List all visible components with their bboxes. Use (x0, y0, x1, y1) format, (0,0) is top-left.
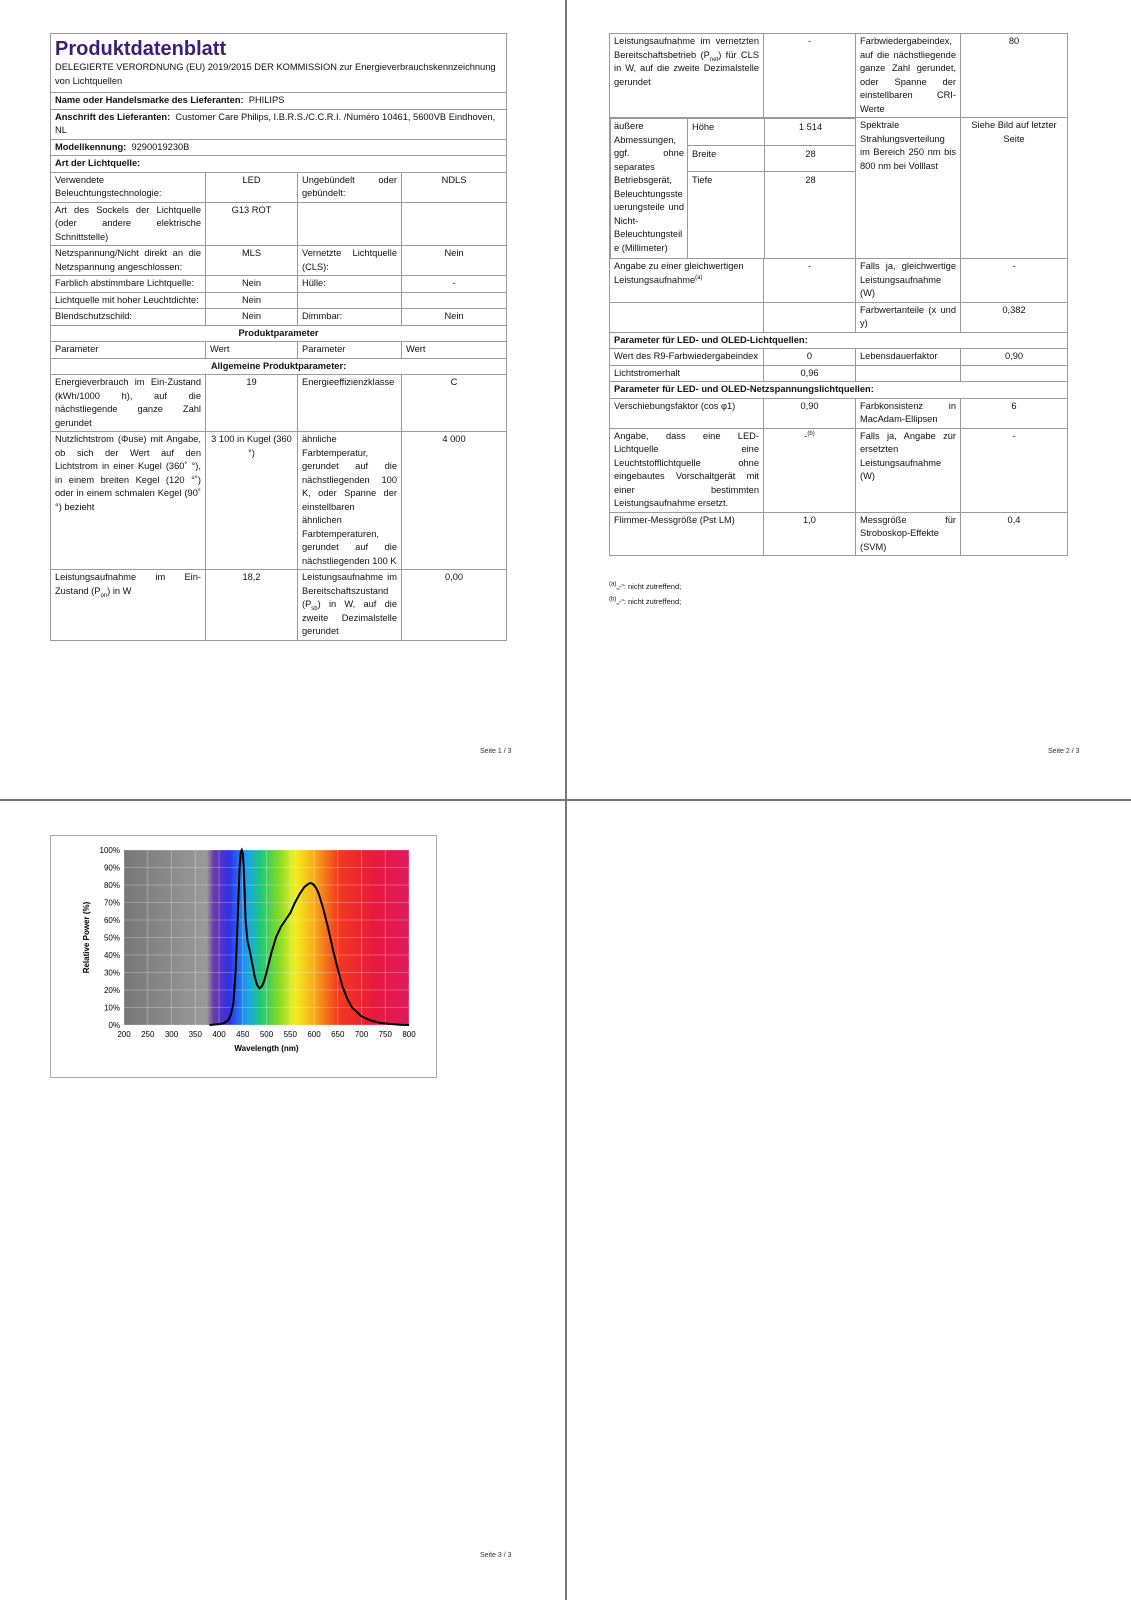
standby-power-label-text: Leistungsaufnahme im Bereitschaftszustand (P (302, 572, 397, 609)
footnote-marker: (b) (609, 596, 617, 603)
product-datasheet-table (50, 33, 507, 641)
power-factor-label: Verschiebungsfaktor (cos φ1) (610, 398, 764, 428)
y-tick-label: 60% (103, 916, 120, 925)
y-tick-label: 30% (103, 968, 120, 978)
survival-factor-value: 0,90 (961, 349, 1068, 366)
dimension-value: 28 (765, 145, 856, 172)
equivalent-power-yes-label: Falls ja, gleichwertige Leistungsaufnahme (W) (856, 259, 961, 303)
model-id: 9290019230B (131, 141, 190, 152)
stroboscopic-label: Messgröße für Stroboskop-Effekte (SVM) (856, 512, 961, 556)
column-header: Wert (206, 342, 298, 359)
flicker-value: 1,0 (764, 512, 856, 556)
type-value: MLS (206, 246, 298, 276)
x-tick-label: 400 (212, 1030, 226, 1039)
y-tick-label: 100% (99, 846, 120, 855)
dimensions-cell (610, 118, 856, 259)
param-row (610, 398, 1068, 428)
param-row (610, 365, 1068, 382)
type-label: Vernetzte Lichtquelle (CLS): (298, 246, 402, 276)
color-consistency-label: Farbkonsistenz in MacAdam-Ellipsen (856, 398, 961, 428)
dimension-label: Tiefe (688, 172, 765, 259)
y-tick-label: 90% (103, 863, 120, 873)
energy-consumption-label: Energieverbrauch im Ein-Zustand (kWh/1000 h), auf die nächstliegende ganze Zahl gerundet (51, 375, 206, 432)
type-label: Ungebündelt oder gebündelt: (298, 172, 402, 202)
type-value: Nein (206, 292, 298, 309)
type-row (51, 292, 507, 309)
dimension-label: Breite (688, 145, 765, 172)
model-label: Modellkennung: (55, 141, 127, 152)
dimension-value: 28 (765, 172, 856, 259)
page-2 (566, 0, 1131, 800)
y-tick-label: 80% (103, 881, 120, 890)
equivalent-power-yes-value: - (961, 259, 1068, 303)
x-tick-label: 350 (188, 1030, 202, 1039)
standby-power-value: 0,00 (402, 570, 507, 641)
power-factor-value: 0,90 (764, 398, 856, 428)
column-header: Parameter (298, 342, 402, 359)
type-row (51, 246, 507, 276)
y-tick-label: 40% (103, 951, 120, 960)
replaced-power-label: Falls ja, Angabe zur ersetzten Leistungsaufnahme (W) (856, 428, 961, 512)
x-tick-label: 250 (141, 1030, 155, 1039)
spectral-chart (50, 835, 437, 1078)
fluorescent-replacement-value-text: - (804, 430, 808, 441)
type-value: Nein (402, 309, 507, 326)
networked-standby-label-text: Leistungsaufnahme im vernetzten Bereitschaftsbetrieb (P (614, 36, 759, 60)
y-tick-label: 70% (103, 898, 120, 908)
y-tick-label: 50% (103, 933, 120, 943)
footnote-a (609, 582, 681, 592)
empty-cell (856, 365, 961, 382)
param-row (610, 349, 1068, 366)
mains-led-params-heading: Parameter für LED- und OLED-Netzspannungslichtquellen: (610, 382, 1068, 399)
x-tick-labels (117, 1030, 416, 1039)
standby-power-label (298, 570, 402, 641)
x-tick-label: 700 (354, 1030, 369, 1039)
chromaticity-value: 0,382 (961, 302, 1068, 332)
cri-value: 80 (961, 34, 1068, 118)
type-row (51, 276, 507, 293)
type-row (51, 309, 507, 326)
type-label: Lichtquelle mit hoher Leuchtdichte: (51, 292, 206, 309)
page-3 (0, 800, 566, 1600)
color-consistency-value: 6 (961, 398, 1068, 428)
supplier-address: Customer Care Philips, I.B.R.S./C.C.R.I. /Numéro 10461, 5600VB Eindhoven, NL (55, 111, 496, 135)
x-tick-label: 300 (164, 1030, 179, 1039)
param-row (51, 375, 507, 432)
footnote-marker: (a) (695, 274, 703, 281)
type-label: Farblich abstimmbare Lichtquelle: (51, 276, 206, 293)
on-mode-power-label-text: Leistungsaufnahme im Ein-Zustand (P (55, 572, 201, 596)
networked-standby-label (610, 34, 764, 118)
dimensions-table (610, 118, 856, 258)
type-value: G13 ROT (206, 202, 298, 246)
stroboscopic-value: 0,4 (961, 512, 1068, 556)
supplier-address-label: Anschrift des Lieferanten: (55, 111, 171, 122)
energy-class-label: Energieeffizienzklasse (298, 375, 402, 432)
column-header: Wert (402, 342, 507, 359)
param-row (610, 428, 1068, 512)
lumen-maintenance-label: Lichtstromerhalt (610, 365, 764, 382)
dimensions-label: äußere Abmessungen, ggf. ohne separates Betriebsgerät, Beleuchtungssteuerungsteile und Nicht-Beleuchtungsteile (Millimeter) (611, 119, 688, 259)
replaced-power-value: - (961, 428, 1068, 512)
param-row (610, 259, 1068, 303)
led-params-heading: Parameter für LED- und OLED-Lichtquellen: (610, 332, 1068, 349)
flicker-label: Flimmer-Messgröße (Pst LM) (610, 512, 764, 556)
r9-label: Wert des R9-Farbwiedergabeindex (610, 349, 764, 366)
footnote-text: „-“: nicht zutreffend; (616, 597, 682, 606)
supplier-address-row (51, 109, 507, 139)
x-axis-label: Wavelength (nm) (234, 1044, 299, 1053)
supplier-name-row (51, 93, 507, 110)
networked-standby-subscript: net (709, 56, 719, 63)
page-number: Seite 2 / 3 (1048, 748, 1080, 755)
spectral-distribution-value: Siehe Bild auf letzter Seite (961, 118, 1068, 259)
page-1 (0, 0, 566, 800)
empty-cell (764, 302, 856, 332)
page-4-blank (566, 800, 1131, 1600)
general-params-heading: Allgemeine Produktparameter: (51, 358, 507, 375)
spectral-distribution-label: Spektrale Strahlungsverteilung im Bereich 250 nm bis 800 nm bei Volllast (856, 118, 961, 259)
networked-standby-label-unit: ) für CLS in W, auf die zweite Dezimalstelle gerundet (614, 49, 760, 87)
page-number: Seite 1 / 3 (480, 748, 512, 755)
r9-value: 0 (764, 349, 856, 366)
chromaticity-label: Farbwertanteile (x und y) (856, 302, 961, 332)
x-tick-label: 550 (283, 1030, 297, 1039)
y-tick-label: 0% (108, 1021, 120, 1030)
type-label: Netzspannung/Nicht direkt an die Netzspannung angeschlossen: (51, 246, 206, 276)
param-row (51, 570, 507, 641)
type-label: Hülle: (298, 276, 402, 293)
x-tick-label: 750 (378, 1030, 392, 1039)
footnote-text: „-“: nicht zutreffend; (616, 582, 682, 591)
type-label: Blendschutzschild: (51, 309, 206, 326)
param-row (610, 34, 1068, 118)
param-row (610, 512, 1068, 556)
empty-cell (610, 302, 764, 332)
color-temperature-label: ähnliche Farbtemperatur, gerundet auf die nächstliegenden 100 K, oder Spanne der einstellbaren ähnlichen Farbtemperaturen, gerundet auf die nächstliegenden 100 K (298, 432, 402, 570)
luminous-flux-label: Nutzlichtstrom (Φuse) mit Angabe, ob sich der Wert auf den Lichtstrom in einer Kugel (360˚ °), in einem breiten Kegel (120 °˚) oder in einem schmalen Kegel (90˚ °) bezieht (51, 432, 206, 570)
column-header: Parameter (51, 342, 206, 359)
spectral-chart-svg (51, 836, 436, 1077)
type-label (298, 292, 402, 309)
footnote-b (609, 597, 681, 607)
y-tick-label: 20% (103, 986, 120, 995)
type-value (402, 292, 507, 309)
energy-class-value: C (402, 375, 507, 432)
equivalent-power-label (610, 259, 764, 303)
supplier-name-label: Name oder Handelsmarke des Lieferanten: (55, 95, 244, 105)
type-value: NDLS (402, 172, 507, 202)
param-row (610, 302, 1068, 332)
x-tick-label: 450 (236, 1030, 250, 1039)
type-label: Dimmbar: (298, 309, 402, 326)
equivalent-power-label-text: Angabe zu einer gleichwertigen Leistungsaufnahme (614, 261, 744, 285)
color-temperature-value: 4 000 (402, 432, 507, 570)
footnote-marker: (b) (807, 430, 815, 437)
survival-factor-label: Lebensdauerfaktor (856, 349, 961, 366)
lightsource-type-heading: Art der Lichtquelle: (51, 156, 507, 173)
x-tick-label: 800 (402, 1030, 416, 1039)
empty-cell (961, 365, 1068, 382)
cri-label: Farbwiedergabeindex, auf die nächstliegende ganze Zahl gerundet, oder Spanne der einstellbaren CRI-Werte (856, 34, 961, 118)
type-value: Nein (206, 276, 298, 293)
type-label: Verwendete Beleuchtungstechnologie: (51, 172, 206, 202)
column-header-row (51, 342, 507, 359)
energy-consumption-value: 19 (206, 375, 298, 432)
luminous-flux-value: 3 100 in Kugel (360 °) (206, 432, 298, 570)
lumen-maintenance-value: 0,96 (764, 365, 856, 382)
type-value: Nein (402, 246, 507, 276)
fluorescent-replacement-label: Angabe, dass eine LED-Lichtquelle eine Leuchtstofflichtquelle ohne eingebautes Vorschaltgerät mit einer bestimmten Leistungsaufnahme ersetzt. (610, 428, 764, 512)
type-label: Art des Sockels der Lichtquelle (oder andere elektrische Schnittstelle) (51, 202, 206, 246)
dimension-value: 1 514 (765, 119, 856, 146)
dimension-label: Höhe (688, 119, 765, 146)
regulation-text: DELEGIERTE VERORDNUNG (EU) 2019/2015 DER KOMMISSION zur Energieverbrauchskennzeichnung von Lichtquellen (55, 62, 496, 86)
type-row (51, 172, 507, 202)
x-tick-label: 600 (307, 1030, 321, 1039)
on-mode-power-label (51, 570, 206, 641)
page-title: Produktdatenblatt (55, 38, 227, 60)
product-datasheet-table-continued (609, 33, 1068, 556)
type-row (51, 202, 507, 246)
type-value: - (402, 276, 507, 293)
x-tick-label: 200 (117, 1030, 131, 1039)
supplier-name: PHILIPS (248, 95, 285, 105)
y-tick-labels (100, 846, 120, 1030)
networked-standby-value: - (764, 34, 856, 118)
on-mode-power-label-unit: ) in W (107, 585, 132, 596)
on-mode-power-value: 18,2 (206, 570, 298, 641)
x-tick-label: 650 (331, 1030, 345, 1039)
model-row (51, 139, 507, 156)
product-params-heading: Produktparameter (51, 325, 507, 342)
footnote-marker: (a) (609, 581, 617, 588)
param-row (610, 118, 1068, 259)
type-value (402, 202, 507, 246)
fluorescent-replacement-value (764, 428, 856, 512)
standby-power-label-unit: ) in W, auf die zweite Dezimalstelle gerundet (302, 599, 397, 636)
type-label (298, 202, 402, 246)
on-mode-power-subscript: on (100, 592, 108, 599)
y-tick-label: 10% (103, 1003, 120, 1013)
y-axis-label: Relative Power (%) (82, 901, 91, 974)
equivalent-power-value: - (764, 259, 856, 303)
page-number: Seite 3 / 3 (480, 1552, 512, 1559)
standby-power-subscript: sb (311, 605, 318, 612)
type-value: Nein (206, 309, 298, 326)
type-value: LED (206, 172, 298, 202)
param-row (51, 432, 507, 570)
x-tick-label: 500 (259, 1030, 274, 1039)
